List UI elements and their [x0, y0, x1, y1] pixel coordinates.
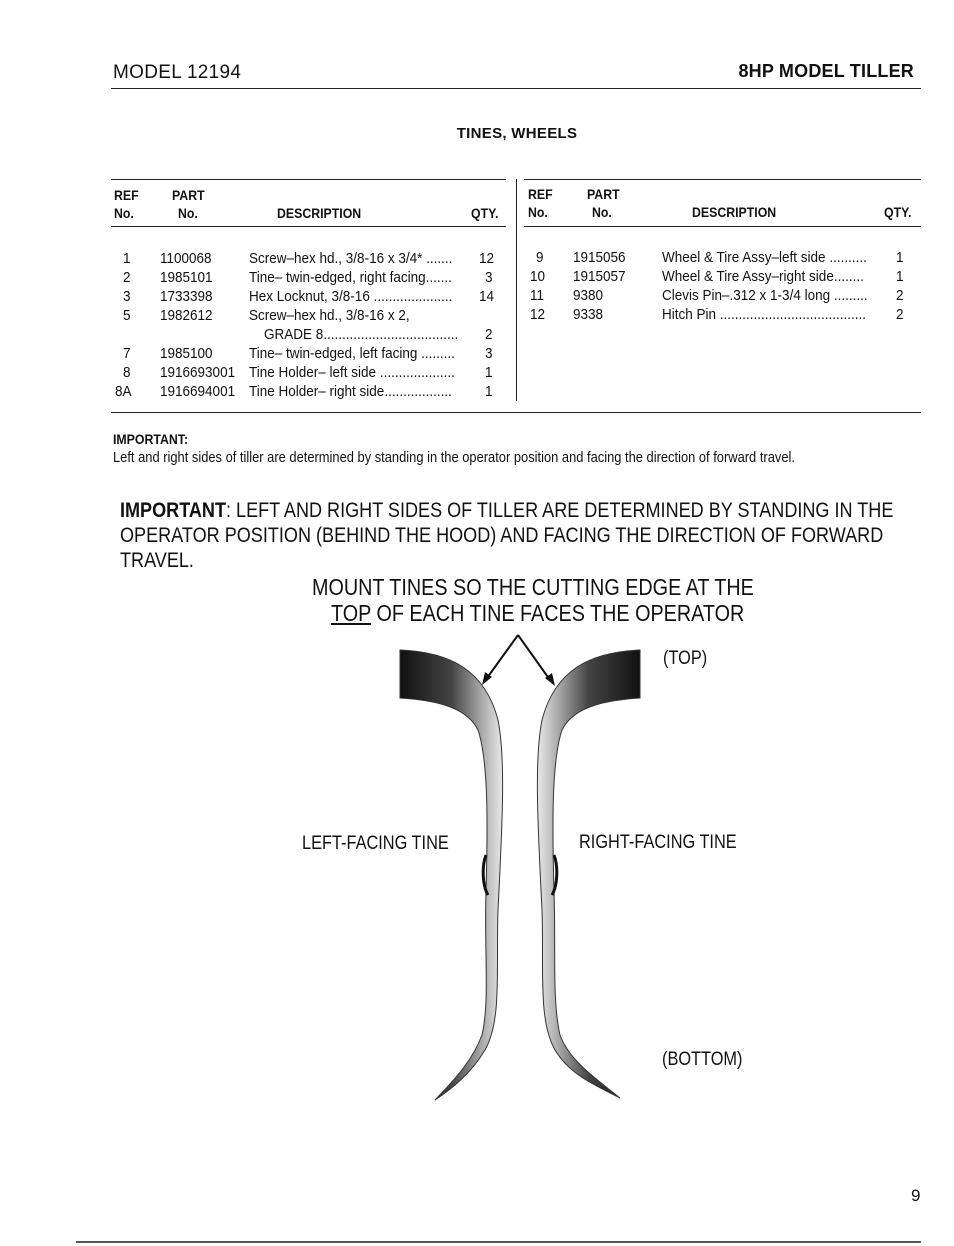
right-ref-cell: 9 — [536, 249, 544, 266]
mount-instruction-rest: OF EACH TINE FACES THE OPERATOR — [370, 600, 745, 626]
mount-instruction-line2 — [331, 600, 744, 627]
right-part-cell: 9380 — [573, 287, 604, 304]
page-number: 9 — [911, 1186, 921, 1205]
important-caps-label: IMPORTANT — [120, 499, 227, 522]
important-label: IMPORTANT: — [113, 431, 189, 447]
left-desc-cell: Tine– twin-edged, left facing ......... — [249, 345, 455, 362]
left-qty-cell: 2 — [485, 326, 493, 343]
label-left-facing-tine: LEFT-FACING TINE — [302, 833, 449, 854]
left-desc-cell: Tine– twin-edged, right facing....... — [249, 269, 452, 286]
right-desc-cell: Wheel & Tire Assy–left side .......... — [662, 249, 867, 266]
right-qty-cell: 2 — [896, 287, 904, 304]
section-title: TINES, WHEELS — [456, 125, 578, 142]
footer-rule — [76, 1241, 921, 1243]
mount-instruction-top-word: TOP — [331, 600, 371, 626]
right-ref-cell: 10 — [530, 268, 546, 285]
page-header-title: 8HP MODEL TILLER — [738, 61, 914, 81]
header-part-right-bottom: No. — [592, 204, 612, 220]
label-right-facing-tine: RIGHT-FACING TINE — [579, 832, 737, 853]
right-desc-cell: Clevis Pin–.312 x 1-3/4 long ......... — [662, 287, 868, 304]
left-desc-cell: GRADE 8.................................... — [249, 326, 459, 343]
arrow-to-left-tine — [487, 635, 518, 678]
important-caps-note — [120, 498, 894, 573]
left-ref-cell: 7 — [123, 345, 131, 362]
header-description-left: DESCRIPTION — [277, 205, 362, 221]
table-header-rule-right — [524, 226, 921, 227]
left-part-cell: 1982612 — [160, 307, 213, 324]
header-description-right: DESCRIPTION — [692, 204, 777, 220]
table-top-rule-right — [524, 179, 921, 180]
left-ref-cell: 5 — [123, 307, 131, 324]
left-part-cell: 1985101 — [160, 269, 213, 286]
table-bottom-rule — [111, 412, 921, 413]
header-qty-left: QTY. — [471, 205, 499, 221]
left-qty-cell: 1 — [485, 383, 493, 400]
left-part-cell: 1916693001 — [160, 364, 236, 381]
left-ref-cell: 1 — [123, 250, 131, 267]
label-bottom: (BOTTOM) — [662, 1049, 743, 1070]
left-qty-cell: 1 — [485, 364, 493, 381]
left-facing-tine-shape — [400, 650, 503, 1100]
arrow-to-right-tine — [518, 635, 550, 680]
header-ref-left-top: REF — [114, 187, 139, 203]
right-facing-tine-shape — [537, 650, 640, 1098]
model-number: MODEL 12194 — [113, 62, 242, 83]
mount-instruction-line1: MOUNT TINES SO THE CUTTING EDGE AT THE — [312, 574, 754, 600]
left-ref-cell: 8A — [115, 383, 132, 400]
header-part-left-bottom: No. — [178, 205, 198, 221]
right-ref-cell: 11 — [530, 287, 545, 304]
left-part-cell: 1100068 — [160, 250, 212, 267]
left-ref-cell: 2 — [123, 269, 131, 286]
table-column-divider — [516, 179, 517, 401]
right-desc-cell: Wheel & Tire Assy–right side........ — [662, 268, 864, 285]
right-part-cell: 1915056 — [573, 249, 626, 266]
tine-illustration — [390, 630, 650, 1110]
header-ref-right-top: REF — [528, 186, 553, 202]
right-qty-cell: 1 — [896, 249, 904, 266]
right-part-cell: 9338 — [573, 306, 604, 323]
left-qty-cell: 12 — [479, 250, 495, 267]
right-qty-cell: 2 — [896, 306, 904, 323]
left-ref-cell: 3 — [123, 288, 131, 305]
left-part-cell: 1916694001 — [160, 383, 236, 400]
right-desc-cell: Hitch Pin ....................................... — [662, 306, 867, 323]
important-caps-text: : LEFT AND RIGHT SIDES OF TILLER ARE DETERMINED BY STANDING IN THE OPERATOR POSITION (BEHIND THE HOOD) AND FACING THE DIRECTION OF FORWARD TRAVEL. — [120, 499, 894, 572]
left-desc-cell: Screw–hex hd., 3/8-16 x 3/4* ....... — [249, 250, 453, 267]
header-divider — [111, 88, 921, 89]
left-ref-cell: 8 — [123, 364, 131, 381]
left-qty-cell: 3 — [485, 269, 493, 286]
left-desc-cell: Tine Holder– left side .................... — [249, 364, 455, 381]
left-part-cell: 1733398 — [160, 288, 213, 305]
header-part-left-top: PART — [172, 187, 205, 203]
header-ref-left-bottom: No. — [114, 205, 134, 221]
left-desc-cell: Screw–hex hd., 3/8-16 x 2, — [249, 307, 410, 324]
label-top: (TOP) — [663, 648, 708, 669]
right-part-cell: 1915057 — [573, 268, 626, 285]
left-desc-cell: Hex Locknut, 3/8-16 ..................... — [249, 288, 453, 305]
important-text: Left and right sides of tiller are determined by standing in the operator position and facing the direction of forward travel. — [113, 449, 795, 466]
left-desc-cell: Tine Holder– right side.................. — [249, 383, 452, 400]
left-part-cell: 1985100 — [160, 345, 213, 362]
left-qty-cell: 3 — [485, 345, 493, 362]
header-part-right-top: PART — [587, 186, 620, 202]
table-header-rule-left — [111, 226, 506, 227]
right-ref-cell: 12 — [530, 306, 546, 323]
left-qty-cell: 14 — [479, 288, 495, 305]
table-top-rule-left — [111, 179, 506, 180]
right-qty-cell: 1 — [896, 268, 904, 285]
header-ref-right-bottom: No. — [528, 204, 548, 220]
header-qty-right: QTY. — [884, 204, 912, 220]
